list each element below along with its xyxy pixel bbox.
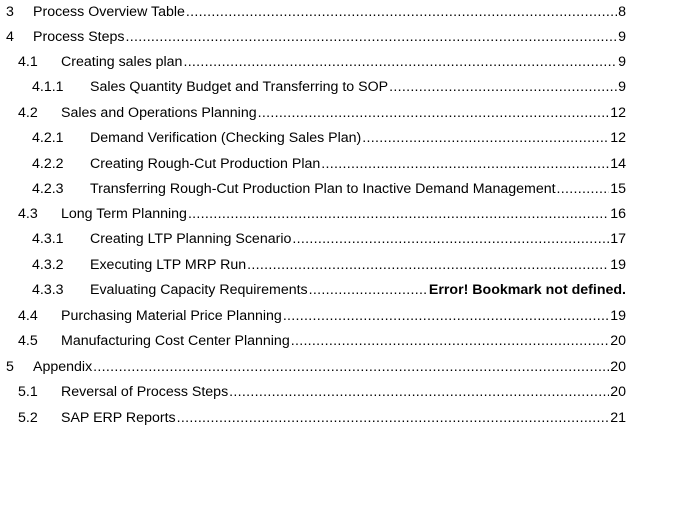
- toc-entry-number: 5.1: [18, 384, 38, 400]
- toc-entry-page: 12: [610, 105, 626, 121]
- toc-entry-number: 5.2: [18, 410, 38, 426]
- toc-entry-page: 20: [610, 333, 626, 349]
- toc-entry[interactable]: [0, 52, 626, 72]
- toc-entry-title: Sales and Operations Planning: [61, 105, 257, 121]
- toc-entry-page: 20: [610, 384, 626, 400]
- dot-leader: [389, 77, 617, 97]
- toc-entry-number: 4.3.1: [32, 231, 64, 247]
- dot-leader: [283, 306, 609, 326]
- toc-entry-title: Creating LTP Planning Scenario: [90, 231, 292, 247]
- toc-entry-number: 4.2: [18, 105, 38, 121]
- toc-entry-title: Appendix: [33, 359, 93, 375]
- toc-entry-page: 14: [610, 156, 626, 172]
- dot-leader: [557, 179, 610, 199]
- toc-entry[interactable]: [0, 382, 626, 402]
- toc-entry[interactable]: [0, 204, 626, 224]
- toc-entry-title: Creating Rough-Cut Production Plan: [90, 156, 321, 172]
- dot-leader: [309, 280, 428, 300]
- dot-leader: [177, 408, 610, 428]
- toc-entry-page: 21: [610, 410, 626, 426]
- toc-entry-title: Reversal of Process Steps: [61, 384, 229, 400]
- toc-entry-page-error: Error! Bookmark not defined.: [428, 282, 626, 298]
- toc-entry-page: 16: [610, 206, 626, 222]
- toc-entry[interactable]: [0, 77, 626, 97]
- dot-leader: [186, 2, 617, 22]
- toc-entry-page: 19: [610, 308, 626, 324]
- dot-leader: [183, 52, 617, 72]
- dot-leader: [321, 154, 609, 174]
- dot-leader: [229, 382, 609, 402]
- dot-leader: [258, 103, 610, 123]
- toc-entry[interactable]: [0, 27, 626, 47]
- toc-entry-page: 20: [610, 359, 626, 375]
- toc-entry[interactable]: [0, 306, 626, 326]
- toc-entry-title: Process Overview Table: [33, 4, 185, 20]
- toc-entry-title: Demand Verification (Checking Sales Plan): [90, 130, 362, 146]
- toc-entry[interactable]: [0, 280, 626, 300]
- toc-entry-title: Purchasing Material Price Planning: [61, 308, 282, 324]
- toc-entry-number: 4: [6, 29, 14, 45]
- toc-entry-number: 4.2.1: [32, 130, 64, 146]
- toc-entry-page: 17: [610, 231, 626, 247]
- toc-entry-number: 4.4: [18, 308, 38, 324]
- toc-entry-page: 9: [618, 79, 626, 95]
- toc-entry-number: 4.3.3: [32, 282, 64, 298]
- toc-entry-page: 19: [610, 257, 626, 273]
- toc-entry[interactable]: [0, 128, 626, 148]
- toc-entry-number: 3: [6, 4, 14, 20]
- toc-entry-page: 12: [610, 130, 626, 146]
- toc-entry[interactable]: [0, 331, 626, 351]
- toc-entry[interactable]: [0, 154, 626, 174]
- dot-leader: [362, 128, 609, 148]
- dot-leader: [125, 27, 617, 47]
- toc-entry[interactable]: [0, 103, 626, 123]
- toc-entry-number: 4.1.1: [32, 79, 64, 95]
- toc-entry-number: 4.3: [18, 206, 38, 222]
- toc-entry-page: 15: [610, 181, 626, 197]
- toc-entry-page: 9: [618, 54, 626, 70]
- dot-leader: [291, 331, 610, 351]
- toc-entry-number: 4.1: [18, 54, 38, 70]
- dot-leader: [292, 229, 609, 249]
- toc-entry[interactable]: [0, 179, 626, 199]
- toc-entry-title: Transferring Rough-Cut Production Plan to Inactive Demand Management: [90, 181, 556, 197]
- toc-entry-page: 9: [618, 29, 626, 45]
- toc-entry-title: SAP ERP Reports: [61, 410, 176, 426]
- toc-entry[interactable]: [0, 255, 626, 275]
- toc-entry-number: 4.2.3: [32, 181, 64, 197]
- toc-entry-title: Long Term Planning: [61, 206, 187, 222]
- toc-entry-number: 4.5: [18, 333, 38, 349]
- toc-entry-page: 8: [618, 4, 626, 20]
- toc-entry-title: Manufacturing Cost Center Planning: [61, 333, 290, 349]
- toc-entry-title: Creating sales plan: [61, 54, 183, 70]
- toc-entry-title: Evaluating Capacity Requirements: [90, 282, 308, 298]
- toc-entry[interactable]: [0, 408, 626, 428]
- toc-entry[interactable]: [0, 229, 626, 249]
- toc-entry-title: Process Steps: [33, 29, 125, 45]
- toc-entry-title: Sales Quantity Budget and Transferring to SOP: [90, 79, 389, 95]
- toc-entry-number: 5: [6, 359, 14, 375]
- toc-entry[interactable]: [0, 2, 626, 22]
- toc-entry-number: 4.2.2: [32, 156, 64, 172]
- dot-leader: [93, 357, 609, 377]
- dot-leader: [188, 204, 609, 224]
- dot-leader: [247, 255, 609, 275]
- toc-entry-number: 4.3.2: [32, 257, 64, 273]
- toc-entry[interactable]: [0, 357, 626, 377]
- toc-entry-title: Executing LTP MRP Run: [90, 257, 247, 273]
